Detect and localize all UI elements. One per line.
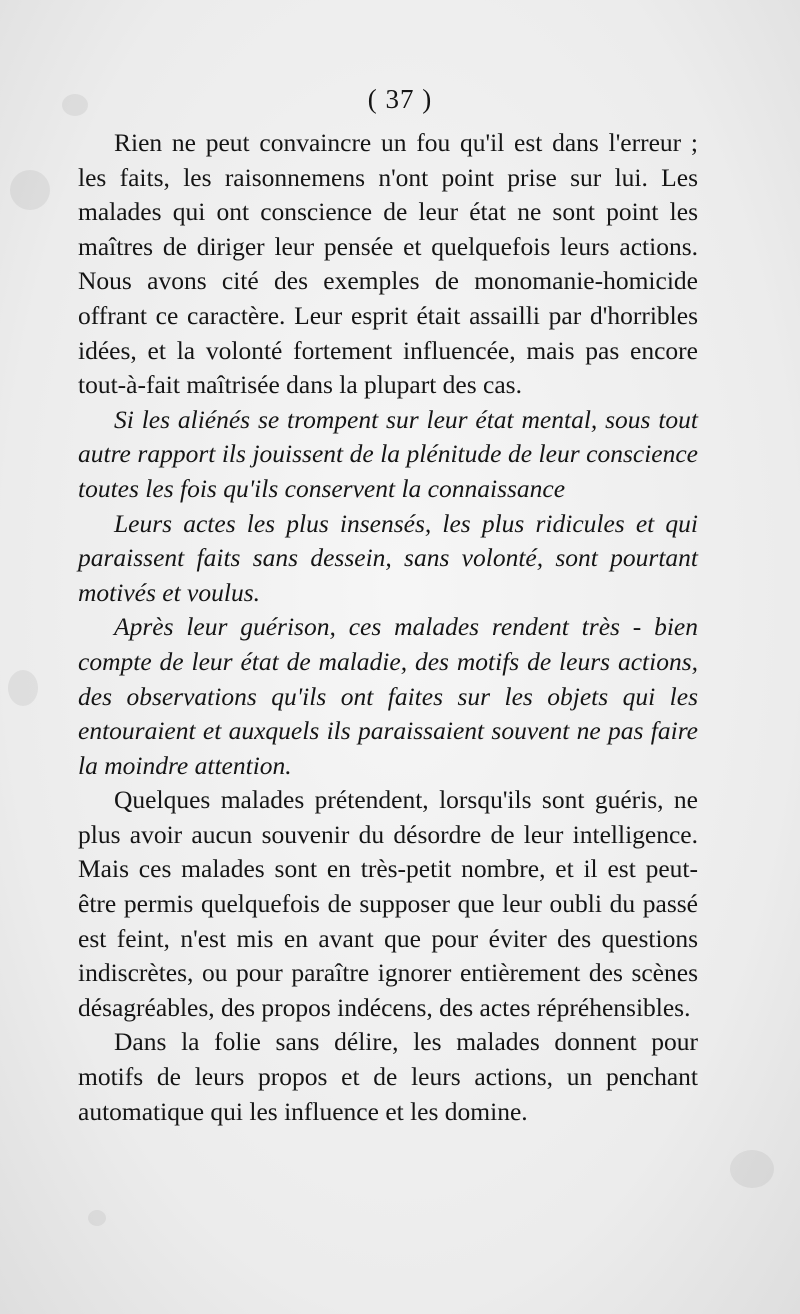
paragraph-3: Leurs actes les plus insensés, les plus ridicules et qui paraissent faits sans dessein, sans volonté, sont pourtant motivés et voulus. [78, 508, 698, 607]
paragraph-5: Quelques malades prétendent, lorsqu'ils sont guéris, ne plus avoir aucun souvenir du désordre de leur intelligence. Mais ces malades sont en très-petit nombre, et il est peut-être permis quelquefois de supposer que leur oubli du passé est feint, n'est mis en avant que pour éviter des questions indiscrètes, ou pour paraître ignorer entièrement des scènes désagréables, des propos indécens, des actes répréhensibles. [78, 785, 698, 1022]
paragraph-1: Rien ne peut convaincre un fou qu'il est dans l'erreur ; les faits, les raisonnemens n'ont point prise sur lui. Les malades qui ont conscience de leur état ne sont point les maîtres de diriger leur pensée et quelquefois leurs actions. Nous avons cité des exemples de monomanie-homicide offrant ce caractère. Leur esprit était assailli par d'horribles idées, et la volonté fortement influencée, mais pas encore tout-à-fait maîtrisée dans la plupart des cas. [78, 128, 698, 400]
paper-stain [88, 1210, 106, 1226]
paper-stain [730, 1150, 774, 1188]
body-text [78, 126, 698, 1129]
paragraph-2: Si les aliénés se trompent sur leur état mental, sous tout autre rapport ils jouissent de la plénitude de leur conscience toutes les fois qu'ils conservent la connaissance [78, 404, 698, 503]
page-number: ( 37 ) [367, 84, 433, 114]
paper-stain [10, 170, 50, 210]
paragraph-6: Dans la folie sans délire, les malades donnent pour motifs de leurs propos et de leurs actions, un penchant automatique qui les influence et les domine. [78, 1027, 698, 1126]
paper-stain [8, 670, 38, 706]
paragraph-4: Après leur guérison, ces malades rendent très - bien compte de leur état de maladie, des motifs de leurs actions, des observations qu'ils ont faites sur les objets qui les entouraient et auxquels ils paraissaient souvent ne pas faire la moindre attention. [78, 612, 698, 780]
